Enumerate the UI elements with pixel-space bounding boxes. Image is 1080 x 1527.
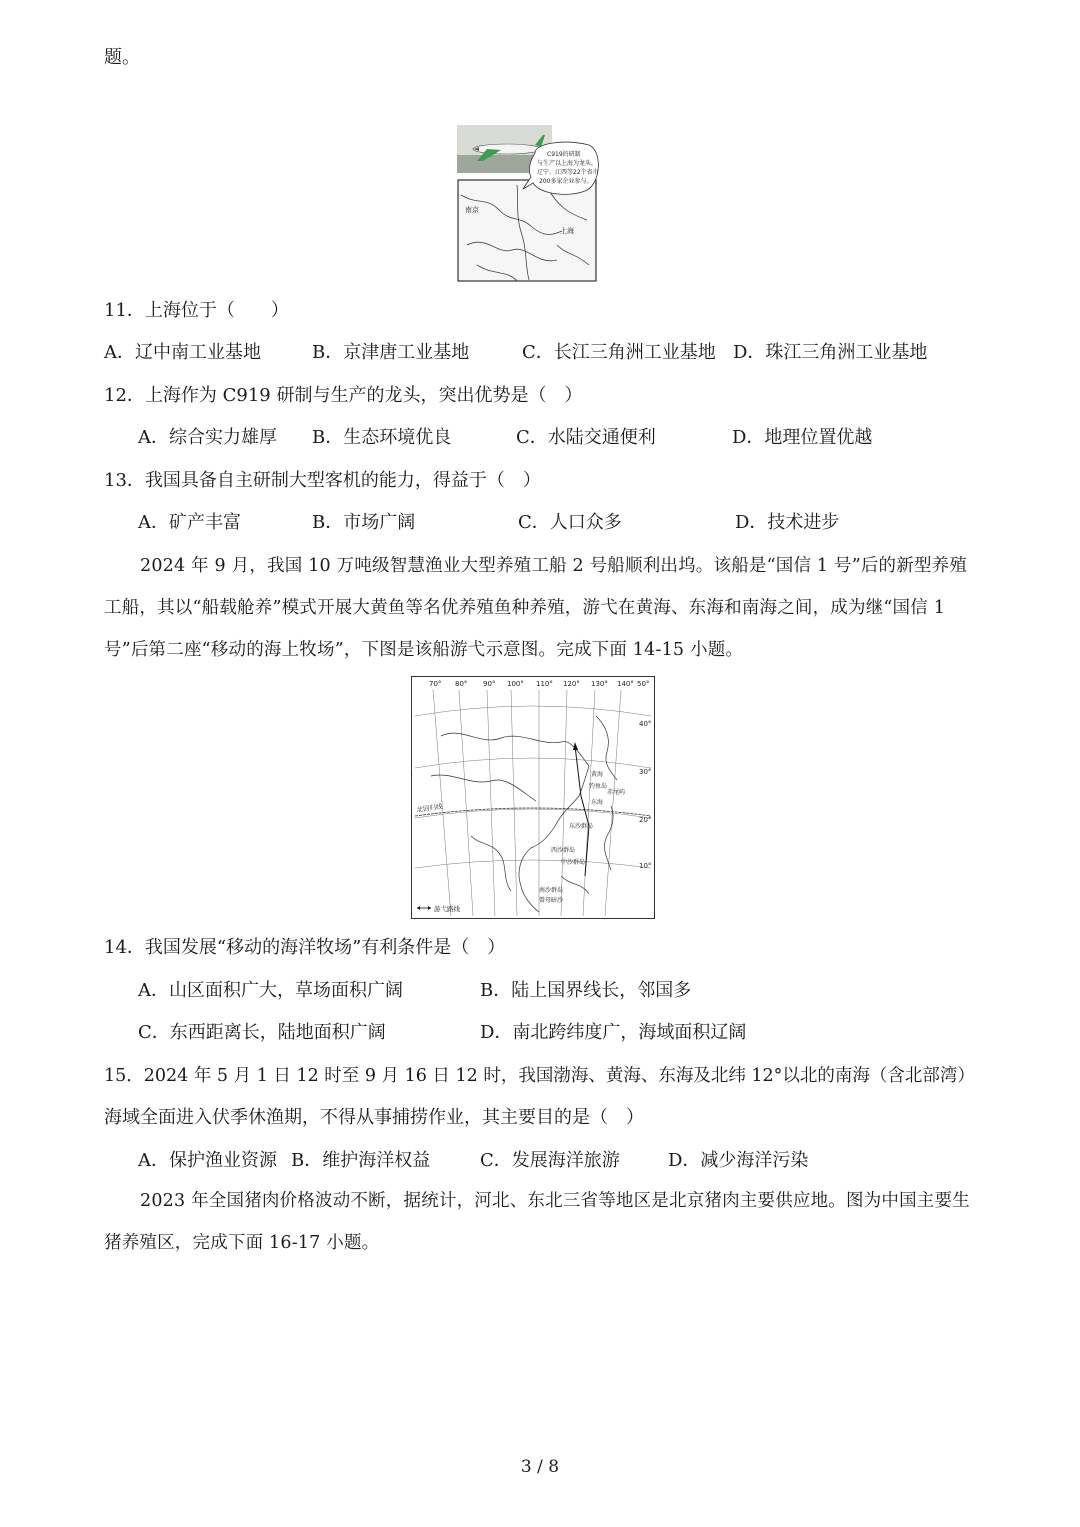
map-label-nanjing: 南京 [465, 206, 479, 214]
q12-option-d: D．地理位置优越 [732, 427, 873, 448]
q13-option-c: C．人口众多 [518, 512, 622, 533]
passage-ship: 2024 年 9 月，我国 10 万吨级智慧渔业大型养殖工船 2 号船顺利出坞。该船是“国信 1 号”后的新型养殖工船，其以“船载舱养”模式开展大黄鱼等名优养殖鱼种养殖，游弋在黄海、东海和南海之间，成为继“国信 1 号”后第二座“移动的海上牧场”，下图是该船游弋示意图。完成下面 14-15 小题。 [104, 556, 968, 660]
q12-option-b: B．生态环境优良 [312, 427, 452, 448]
continued-text: 题。 [104, 47, 140, 68]
svg-text:90°: 90° [483, 680, 496, 688]
svg-text:钓鱼岛: 钓鱼岛 [589, 783, 608, 790]
svg-text:50°: 50° [637, 680, 650, 688]
svg-text:中沙群岛: 中沙群岛 [561, 859, 586, 866]
c919-figure [457, 125, 599, 283]
q13-option-d: D．技术进步 [735, 512, 840, 533]
svg-text:东海: 东海 [591, 799, 604, 806]
bubble-line-1: C919的研制 [547, 151, 581, 158]
svg-text:30°: 30° [639, 768, 652, 776]
q15-option-b: B．维护海洋权益 [291, 1150, 431, 1171]
q13-option-a: A．矿产丰富 [138, 512, 241, 533]
q14-option-d: D．南北跨纬度广，海域面积辽阔 [480, 1022, 747, 1043]
longitude-labels [429, 680, 649, 688]
svg-text:120°: 120° [563, 680, 580, 688]
q15-option-a: A．保护渔业资源 [138, 1150, 277, 1171]
svg-text:南沙群岛: 南沙群岛 [539, 887, 564, 894]
svg-text:130°: 130° [591, 680, 608, 688]
q14-option-a: A．山区面积广大，草场面积广阔 [138, 980, 403, 1001]
svg-text:40°: 40° [639, 720, 652, 728]
svg-text:140°: 140° [617, 680, 634, 688]
q14-option-b: B．陆上国界线长，邻国多 [480, 980, 692, 1001]
q15-stem-line-2: 海域全面进入伏季休渔期，不得从事捕捞作业，其主要目的是（ ） [104, 1107, 644, 1128]
q11-option-c: C．长江三角洲工业基地 [522, 342, 716, 363]
svg-text:70°: 70° [429, 680, 442, 688]
bubble-line-2: 与生产以上海为龙头， [537, 160, 598, 167]
svg-text:黄海: 黄海 [591, 771, 604, 778]
svg-text:20°: 20° [639, 816, 652, 824]
map-frame [412, 677, 655, 919]
svg-text:曾母暗沙: 曾母暗沙 [539, 897, 564, 904]
q15-option-d: D．减少海洋污染 [668, 1150, 809, 1171]
q11-option-d: D．珠江三角洲工业基地 [733, 342, 928, 363]
q12-stem: 12．上海作为 C919 研制与生产的龙头，突出优势是（ ） [104, 385, 583, 406]
svg-text:西沙群岛: 西沙群岛 [551, 847, 576, 854]
svg-text:赤尾屿: 赤尾屿 [607, 789, 626, 796]
q13-option-b: B．市场广阔 [312, 512, 416, 533]
q13-stem: 13．我国具备自主研制大型客机的能力，得益于（ ） [104, 470, 541, 491]
svg-text:游弋路线: 游弋路线 [434, 905, 460, 913]
q11-stem: 11．上海位于（ ） [104, 300, 289, 321]
q15-option-c: C．发展海洋旅游 [480, 1150, 620, 1171]
svg-text:110°: 110° [536, 680, 553, 688]
svg-text:100°: 100° [507, 680, 524, 688]
bubble-line-3: 辽宁、江西等22个省市 [537, 169, 599, 176]
bubble-line-4: 200多家企业参与。 [539, 178, 593, 185]
q14-option-c: C．东西距离长，陆地面积广阔 [138, 1022, 386, 1043]
svg-text:东沙群岛: 东沙群岛 [569, 823, 594, 830]
svg-text:80°: 80° [455, 680, 468, 688]
passage-pork: 2023 年全国猪肉价格波动不断，据统计，河北、东北三省等地区是北京猪肉主要供应地。图为中国主要生猪养殖区，完成下面 16-17 小题。 [104, 1191, 970, 1253]
page-number: 3 / 8 [520, 1457, 560, 1477]
svg-text:10°: 10° [639, 862, 652, 870]
sea-route-map [411, 676, 655, 919]
q11-option-b: B．京津唐工业基地 [312, 342, 470, 363]
q15-stem-line-1: 15．2024 年 5 月 1 日 12 时至 9 月 16 日 12 时，我国渤海、黄海、东海及北纬 12°以北的南海（含北部湾） [104, 1066, 975, 1086]
q14-stem: 14．我国发展“移动的海洋牧场”有利条件是（ ） [104, 937, 506, 958]
q12-option-c: C．水陆交通便利 [516, 427, 656, 448]
tropic-label: 北回归线 [416, 802, 444, 814]
map-label-shanghai: 上海 [560, 227, 574, 235]
q11-option-a: A．辽中南工业基地 [104, 342, 261, 363]
q12-option-a: A．综合实力雄厚 [138, 427, 277, 448]
